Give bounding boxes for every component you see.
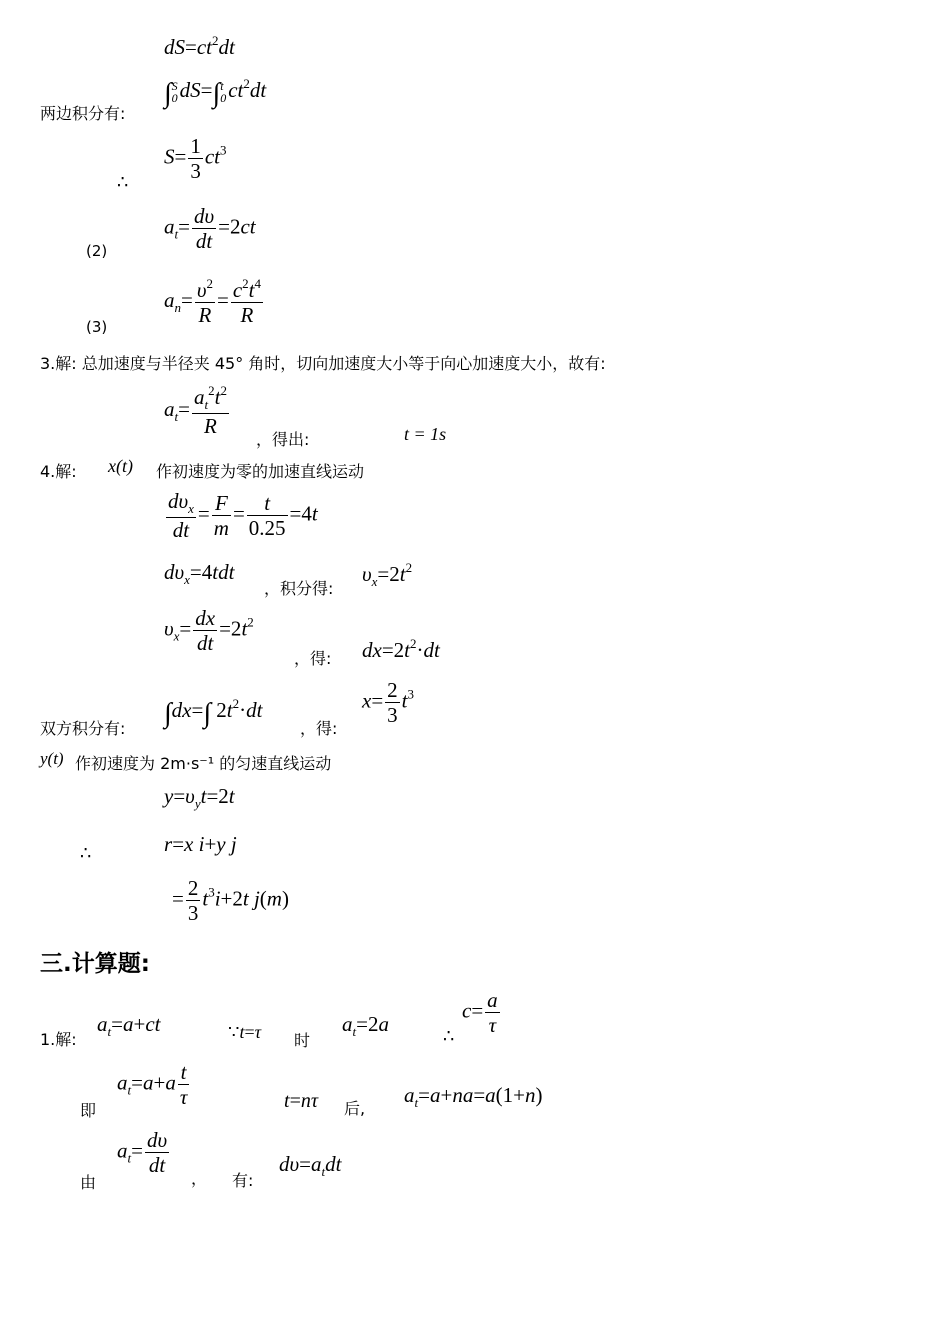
- equation-dvx-dt: $\frac{d\upsilon_x}{dt}$ = $\frac{F}{m}$ = $\frac{t}{0.25}$ =4t: [168, 489, 318, 542]
- therefore-symbol-3: ∴: [443, 1026, 455, 1047]
- equation-at-2a: $a_t=2a$: [342, 1012, 389, 1039]
- equation-vx: $\upsilon_x=2t^2$: [362, 560, 413, 589]
- equation-c-a-tau: c= $\frac{a}{\tau}$: [462, 988, 498, 1038]
- equation-y: $y=\upsilon_yt=2t$: [164, 784, 235, 811]
- equation-vx-dx-dt: $\upsilon_x=$ $\frac{dx}{dt}$ $=2t^2$: [164, 606, 254, 656]
- equation-r-result: = $\frac{2}{3}$ $t^3i+2t$ j(m): [172, 876, 289, 926]
- label-get-2: ，得:: [300, 719, 338, 738]
- because-symbol: ∵: [228, 1022, 240, 1042]
- part-3-label: (3): [86, 318, 108, 336]
- label-integrate-both-sides: 两边积分有:: [40, 104, 126, 123]
- equation-at-a-ct: $a_t=a+ct$: [97, 1012, 161, 1039]
- therefore-symbol-2: ∴: [80, 843, 92, 864]
- equation-integral-dx: ∫dx=∫ $2t^2\cdot dt$: [164, 696, 263, 729]
- x-of-t: x(t): [108, 456, 133, 476]
- therefore-symbol-1: ∴: [117, 172, 129, 193]
- solution-3-text: 3.解: 总加速度与半径夹 45° 角时，切向加速度大小等于向心加速度大小，故有:: [40, 354, 606, 373]
- equation-dv-at-dt: $d\upsilon=a_tdt$: [279, 1152, 342, 1179]
- label-comma: ，: [191, 1169, 208, 1188]
- label-that-is: 即: [80, 1101, 97, 1120]
- equation-x-result: x= $\frac{2}{3}$ $t^3$: [362, 678, 415, 728]
- equation-normal-acceleration: $a_n=$ $\frac{\upsilon^2}{R}$ = $\frac{c^2t^4}{R}$: [164, 276, 261, 328]
- equation-s-result: S= $\frac{1}{3}$ $ct^3$: [164, 134, 227, 184]
- equation-integral-s: ∫ S 0 dS=∫ t 0 $ct^2dt$: [164, 76, 267, 109]
- equation-t-n-tau: t=nτ: [284, 1090, 319, 1112]
- section-heading-calculation: 三.计算题:: [40, 951, 150, 977]
- equation-because-t-tau: ∵t=τ: [228, 1022, 262, 1042]
- equation-dx: $dx=2t^2\cdot dt$: [362, 636, 440, 662]
- label-integrate-get: ，积分得:: [264, 579, 334, 598]
- equation-r: r=x i+y j: [164, 832, 237, 856]
- label-get-out: ，得出:: [256, 430, 310, 449]
- solution-4-text: 作初速度为零的加速直线运动: [156, 462, 365, 481]
- label-after: 后,: [344, 1099, 366, 1118]
- solution-4-prefix: 4.解:: [40, 462, 77, 481]
- calc-1-label: 1.解:: [40, 1030, 77, 1049]
- label-both-integrate: 双方积分有:: [40, 719, 126, 738]
- equation-at-a-at-tau: $a_t=a+a$ $\frac{t}{\tau}$: [117, 1060, 188, 1110]
- equation-t-value: t = 1s: [404, 424, 447, 444]
- label-time: 时: [294, 1031, 311, 1050]
- equation-tangential-acceleration: $a_t=$ $\frac{d\upsilon}{dt}$ =2ct: [164, 204, 256, 254]
- y-of-t: y(t): [40, 749, 64, 768]
- label-from: 由: [80, 1173, 97, 1192]
- label-have: 有:: [232, 1171, 254, 1190]
- y-motion-text: 作初速度为 2m·s⁻¹ 的匀速直线运动: [75, 754, 332, 773]
- equation-at-dv-dt: $a_t=$ $\frac{d\upsilon}{dt}$: [117, 1128, 168, 1178]
- label-get-1: ，得:: [294, 649, 332, 668]
- equation-ds: $dS=ct^2dt$: [164, 33, 235, 59]
- equation-dvx: $d\upsilon_x=4tdt$: [164, 560, 235, 587]
- equation-at-a-na: $a_t=a+na=a(1+n)$: [404, 1083, 543, 1110]
- equation-at-equals: $a_t=$ $\frac{a_t^2t^2}{R}$: [164, 383, 227, 438]
- part-2-label: (2): [86, 242, 108, 260]
